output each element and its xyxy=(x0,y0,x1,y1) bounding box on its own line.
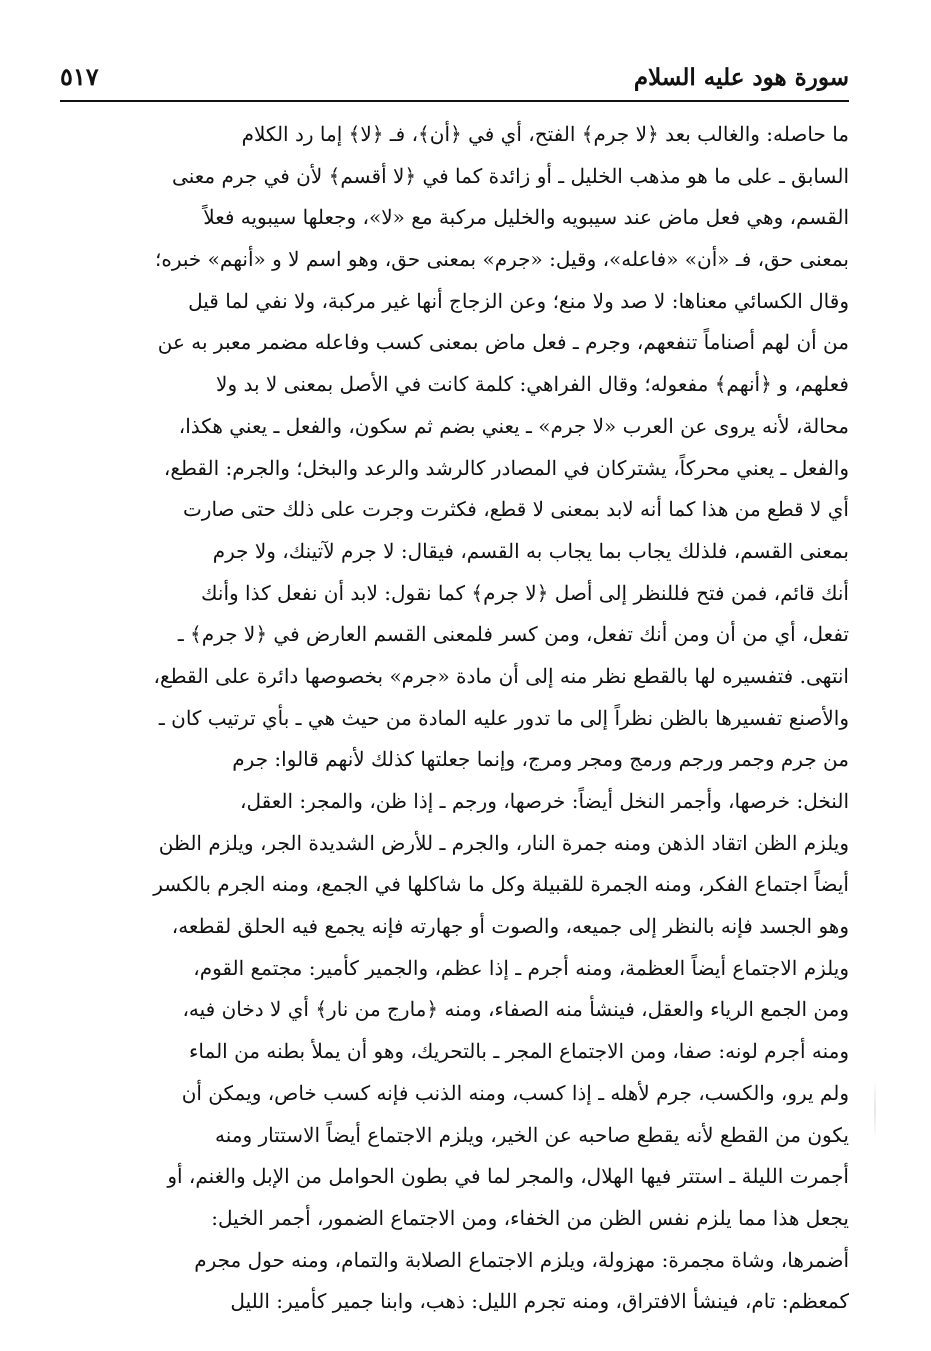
text-line: بمعنى حق، فـ «أن» «فاعله»، وقيل: «جرم» بمعنى حق، وهو اسم لا و «أنهم» خبره؛ xyxy=(155,247,849,272)
text-line: يجعل هذا مما يلزم نفس الظن من الخفاء، ومن الاجتماع الضمور، أجمر الخيل: xyxy=(211,1205,849,1230)
text-line: محالة، لأنه يروى عن العرب «لا جرم» ـ يعني بضم ثم سكون، والفعل ـ يعني هكذا، xyxy=(178,413,849,438)
text-line: ويلزم الظن اتقاد الذهن ومنه جمرة النار، والجرم ـ للأرض الشديدة الجر، ويلزم الظن xyxy=(158,830,849,855)
text-line: السابق ـ على ما هو مذهب الخليل ـ أو زائدة كما في ﴿لا أقسم﴾ لأن في جرم معنى xyxy=(172,163,849,188)
text-line: ويلزم الاجتماع أيضاً العظمة، ومنه أجرم ـ إذا عظم، والجمير كأمير: مجتمع القوم، xyxy=(193,955,849,980)
header-divider xyxy=(60,100,849,102)
text-line: أيضاً اجتماع الفكر، ومنه الجمرة للقبيلة وكل ما شاكلها في الجمع، ومنه الجرم بالكسر xyxy=(153,872,849,897)
text-line: أجمرت الليلة ـ استتر فيها الهلال، والمجر لما في بطون الحوامل من الإبل والغنم، أو xyxy=(167,1164,849,1189)
text-line: ما حاصله: والغالب بعد ﴿لا جرم﴾ الفتح، أي في ﴿أن﴾، فـ ﴿لا﴾ إما رد الكلام xyxy=(241,122,849,146)
text-line: فعلهم، و ﴿أنهم﴾ مفعوله؛ وقال الفراهي: كلمة كانت في الأصل بمعنى لا بد ولا xyxy=(216,372,849,397)
running-title: سورة هود عليه السلام xyxy=(633,64,849,91)
text-line: والأصنع تفسيرها بالظن نظراً إلى ما تدور عليه المادة من حيث هي ـ بأي ترتيب كان ـ xyxy=(158,705,849,730)
text-line: بمعنى القسم، فلذلك يجاب بما يجاب به القسم، فيقال: لا جرم لآتينك، ولا جرم xyxy=(212,538,849,563)
text-line: النخل: خرصها، وأجمر النخل أيضاً: خرصها، ورجم ـ إذا ظن، والمجر: العقل، xyxy=(240,789,849,813)
text-line: انتهى. فتفسيره لها بالقطع نظر منه إلى أن مادة «جرم» بخصوصها دائرة على القطع، xyxy=(153,663,849,688)
text-line: أي لا قطع من هذا كما أنه لابد بمعنى لا قطع، فكثرت وجرت على ذلك حتى صارت xyxy=(182,497,849,522)
text-line: ولم يرو، والكسب، جرم لأهله ـ إذا كسب، ومنه الذنب فإنه كسب خاص، ويمكن أن xyxy=(181,1080,849,1105)
text-line: كمعظم: تام، فينشأ الافتراق، ومنه تجرم الليل: ذهب، وابنا جمير كأمير: الليل xyxy=(230,1289,849,1314)
text-line: والفعل ـ يعني محركاً، يشتركان في المصادر كالرشد والرعد والبخل؛ والجرم: القطع، xyxy=(163,455,849,480)
text-line: ومن الجمع الرياء والعقل، فينشأ منه الصفاء، ومنه ﴿مارج من نار﴾ أي لا دخان فيه، xyxy=(182,997,849,1022)
text-line: تفعل، أي من أن ومن أنك تفعل، ومن كسر فلمعنى القسم العارض في ﴿لا جرم﴾ ـ xyxy=(177,622,849,647)
text-line: من جرم وجمر ورجم ورمج ومجر ومرج، وإنما جعلتها كذلك لأنهم قالوا: جرم xyxy=(232,747,849,772)
text-line: من أن لهم أصناماً تنفعهم، وجرم ـ فعل ماض بمعنى كسب وفاعله مضمر معبر به عن xyxy=(157,330,849,355)
text-line: ومنه أجرم لونه: صفا، ومن الاجتماع المجر ـ بالتحريك، وهو أن يملأ بطنه من الماء xyxy=(189,1039,849,1064)
text-line: أنك قائم، فمن فتح فللنظر إلى أصل ﴿لا جرم﴾ كما نقول: لابد أن نفعل كذا وأنك xyxy=(201,580,849,605)
text-line: وهو الجسد فإنه بالنظر إلى جميعه، والصوت أو جهارته فإنه يجمع فيه الحلق لقطعه، xyxy=(171,914,849,939)
text-line: القسم، وهي فعل ماض عند سيبويه والخليل مركبة مع «لا»، وجعلها سيبويه فعلاً xyxy=(203,205,849,230)
text-line: يكون من القطع لأنه يقطع صاحبه عن الخير، ويلزم الاجتماع أيضاً الاستتار ومنه xyxy=(215,1122,849,1147)
page-body xyxy=(60,114,849,1323)
page-header xyxy=(60,58,849,98)
page-number: ٥١٧ xyxy=(60,62,99,91)
text-line: وقال الكسائي معناها: لا صد ولا منع؛ وعن الزجاج أنها غير مركبة، ولا نفي لما قيل xyxy=(188,288,849,313)
scan-mark xyxy=(874,1080,876,1140)
text-line: أضمرها، وشاة مجمرة: مهزولة، ويلزم الاجتماع الصلابة والتمام، ومنه حول مجرم xyxy=(194,1247,849,1272)
